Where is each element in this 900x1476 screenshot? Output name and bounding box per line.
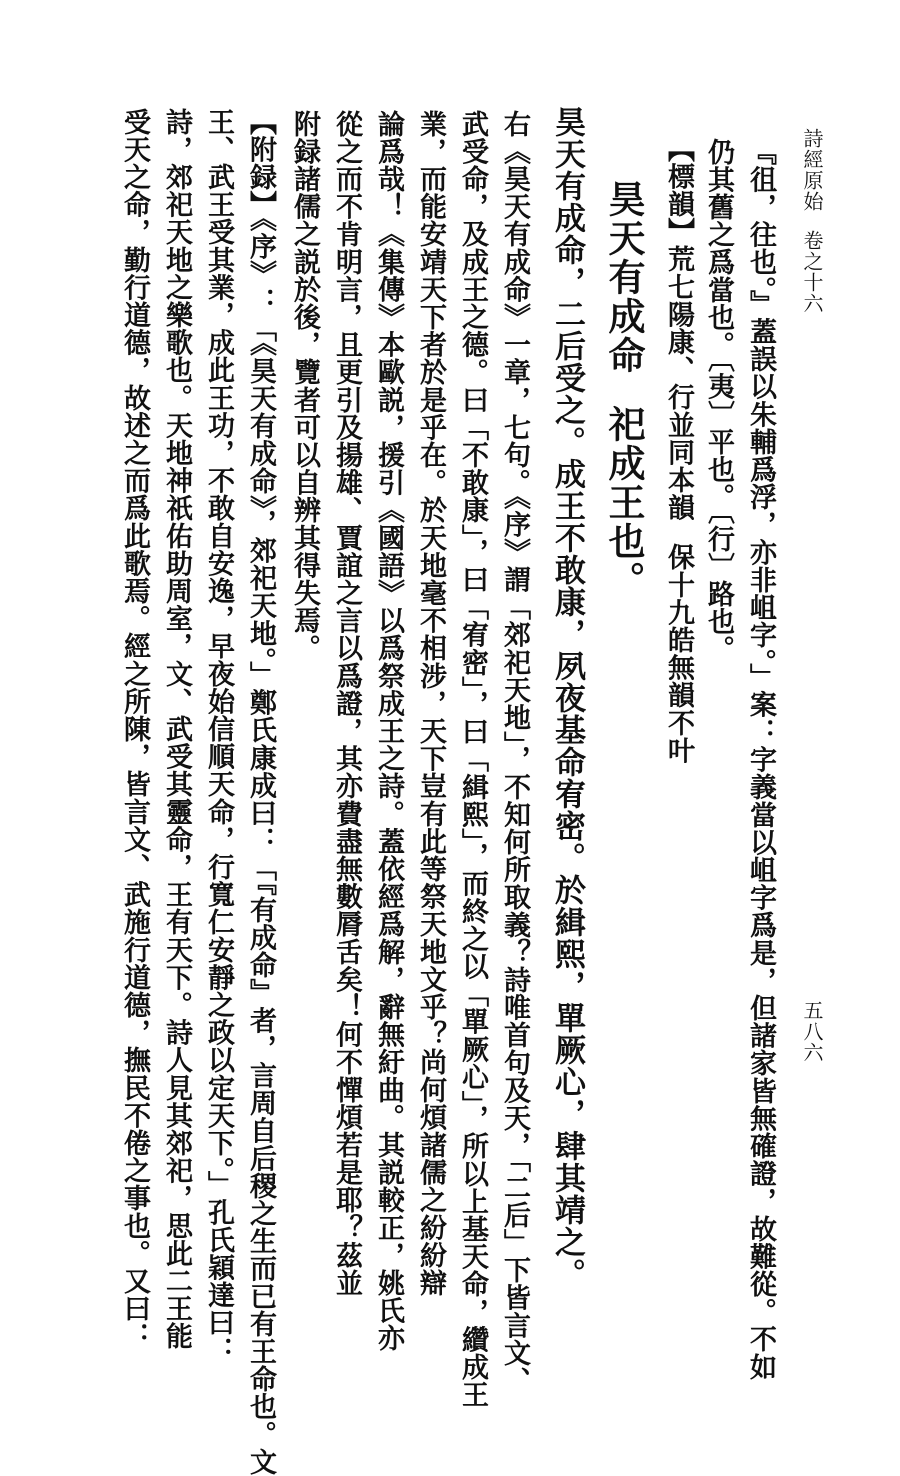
appendix-line-2: 王、武王受其業，成此王功，不敢自安逸，早夜始信順天命，行寬仁安靜之政以定天下。」孔氏穎達曰： bbox=[203, 108, 234, 1365]
appendix-first-line: 《序》：「《昊天有成命》，郊祀天地。」鄭氏康成曰：「『有成命』者，言周自后稷之生而已有王命也。文 bbox=[245, 218, 276, 1476]
commentary-line-1: 右《昊天有成命》一章，七句。《序》謂「郊祀天地」，不知何所取義？詩唯首句及天，「二后」下皆言文、 bbox=[499, 110, 530, 1395]
poem-subtitle: 祀成王也。 bbox=[602, 405, 646, 600]
continuation-line-1: 『徂，往也。』蓋誤以朱輔爲浮，亦非岨字。」案：字義當以岨字爲是，但諸家皆無確證，故難從。不如 bbox=[745, 138, 776, 1381]
poem-title bbox=[602, 180, 646, 600]
rhyme-tag: 【標韻】 bbox=[663, 135, 694, 246]
commentary-line-4: 論爲哉！《集傳》本歐説，援引《國語》以爲祭成王之詩。蓋依經爲解，辭無紆曲。其説較正，姚氏亦 bbox=[373, 110, 404, 1352]
appendix-line-3: 詩，郊祀天地之樂歌也。天地神祇佑助周室，文、武受其靈命，王有天下。詩人見其郊祀，思此二王能 bbox=[161, 108, 192, 1350]
commentary-line-6: 附録諸儒之説於後，覽者可以自辨其得失焉。 bbox=[289, 110, 320, 662]
rhyme-text-2: 保十九皓無韻不叶 bbox=[663, 543, 694, 765]
commentary-line-3: 業，而能安靖天下者於是乎在。於天地毫不相涉，天下豈有此等祭天地文乎？尚何煩諸儒之紛紛辯 bbox=[415, 110, 446, 1297]
continuation-line-2: 仍其舊之爲當也。〔夷〕平也。〔行〕路也。 bbox=[703, 138, 734, 663]
appendix-tag: 【附録】 bbox=[245, 108, 276, 219]
page-number: 五八六 bbox=[800, 1000, 824, 1063]
commentary-line-5: 從之而不肯明言，且更引及揚雄、賈誼之言以爲證，其亦費盡無數脣舌矣！何不憚煩若是耶？茲並 bbox=[331, 110, 362, 1297]
rhyme-text: 荒七陽康、行並同本韻 bbox=[663, 245, 694, 522]
volume-label: 卷之十六 bbox=[800, 230, 824, 314]
running-header-title bbox=[802, 128, 822, 314]
appendix-line-4: 受天之命，勤行道德，故述之而爲此歌焉。經之所陳，皆言文、武施行道德，撫民不倦之事也。又曰： bbox=[119, 108, 150, 1350]
book-title: 詩經原始 bbox=[800, 128, 824, 212]
appendix-line-1 bbox=[247, 108, 274, 1476]
poem-title-text: 昊天有成命 bbox=[602, 180, 646, 375]
poem-line-1: 昊天有成命，二后受之。成王不敢康，夙夜基命宥密。於緝熙，單厥心，肆其靖之。 bbox=[549, 106, 585, 1290]
rhyme-annotation bbox=[665, 135, 692, 764]
commentary-line-2: 武受命，及成王之德。曰「不敢康」，曰「宥密」，曰「緝熙」，而終之以「單厥心」，所以上基天命，纘成王 bbox=[457, 110, 488, 1409]
